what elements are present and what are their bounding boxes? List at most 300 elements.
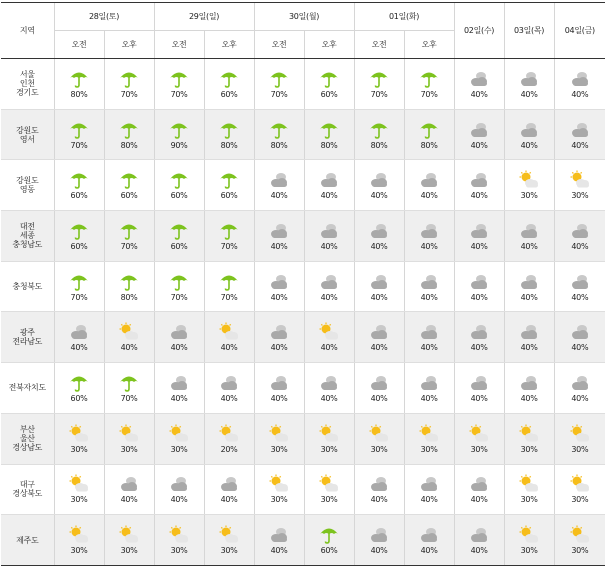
forecast-cell bbox=[254, 312, 304, 363]
precip-probability: 20% bbox=[220, 444, 238, 454]
precip-probability: 70% bbox=[270, 89, 288, 99]
forecast-cell bbox=[554, 312, 605, 363]
table-row bbox=[1, 160, 605, 211]
forecast-cell bbox=[104, 261, 154, 312]
forecast-cell bbox=[304, 109, 354, 160]
forecast-cell bbox=[254, 160, 304, 211]
forecast-cell bbox=[54, 59, 104, 110]
table-row bbox=[1, 363, 605, 414]
forecast-cell bbox=[104, 109, 154, 160]
forecast-cell bbox=[304, 59, 354, 110]
umbrella-icon bbox=[118, 69, 140, 89]
forecast-cell bbox=[54, 261, 104, 312]
precip-probability: 40% bbox=[270, 343, 288, 353]
forecast-cell bbox=[554, 109, 605, 160]
pm-header: 오후 bbox=[104, 31, 154, 59]
partly-cloudy-icon bbox=[569, 170, 591, 190]
day-header: 04일(금) bbox=[554, 3, 605, 59]
forecast-cell bbox=[504, 312, 554, 363]
precip-probability: 40% bbox=[520, 89, 538, 99]
am-header: 오전 bbox=[354, 31, 404, 59]
precip-probability: 60% bbox=[320, 546, 338, 556]
region-name: 서울 인천 경기도 bbox=[1, 59, 54, 110]
precip-probability: 40% bbox=[520, 241, 538, 251]
forecast-cell bbox=[504, 160, 554, 211]
forecast-cell bbox=[554, 363, 605, 414]
forecast-cell bbox=[554, 160, 605, 211]
forecast-cell bbox=[104, 211, 154, 262]
forecast-cell bbox=[354, 515, 404, 566]
precip-probability: 60% bbox=[70, 393, 88, 403]
partly-cloudy-icon bbox=[68, 474, 90, 494]
precip-probability: 40% bbox=[420, 292, 438, 302]
cloudy-icon bbox=[318, 170, 340, 190]
precip-probability: 60% bbox=[170, 241, 188, 251]
region-name: 제주도 bbox=[1, 515, 54, 566]
precip-probability: 40% bbox=[270, 546, 288, 556]
precip-probability: 40% bbox=[370, 292, 388, 302]
precip-probability: 40% bbox=[370, 191, 388, 201]
forecast-cell bbox=[404, 464, 454, 515]
precip-probability: 40% bbox=[571, 241, 589, 251]
forecast-cell bbox=[54, 413, 104, 464]
forecast-cell bbox=[254, 59, 304, 110]
partly-cloudy-icon bbox=[518, 474, 540, 494]
forecast-cell bbox=[104, 413, 154, 464]
partly-cloudy-icon bbox=[118, 322, 140, 342]
forecast-cell bbox=[154, 211, 204, 262]
table-row bbox=[1, 59, 605, 110]
precip-probability: 30% bbox=[571, 546, 589, 556]
day-header: 28일(토) bbox=[54, 3, 154, 31]
cloudy-icon bbox=[268, 221, 290, 241]
forecast-cell bbox=[304, 413, 354, 464]
partly-cloudy-icon bbox=[368, 424, 390, 444]
precip-probability: 60% bbox=[220, 89, 238, 99]
umbrella-icon bbox=[168, 221, 190, 241]
precip-probability: 40% bbox=[520, 140, 538, 150]
forecast-cell bbox=[354, 160, 404, 211]
partly-cloudy-icon bbox=[268, 474, 290, 494]
precip-probability: 40% bbox=[470, 89, 488, 99]
precip-probability: 30% bbox=[120, 444, 138, 454]
precip-probability: 80% bbox=[420, 140, 438, 150]
cloudy-icon bbox=[468, 474, 490, 494]
cloudy-icon bbox=[468, 69, 490, 89]
forecast-cell bbox=[404, 515, 454, 566]
forecast-cell bbox=[454, 261, 504, 312]
partly-cloudy-icon bbox=[118, 525, 140, 545]
region-column-header: 지역 bbox=[1, 3, 54, 59]
cloudy-icon bbox=[468, 120, 490, 140]
precip-probability: 40% bbox=[270, 191, 288, 201]
forecast-cell bbox=[54, 515, 104, 566]
forecast-cell bbox=[354, 363, 404, 414]
precip-probability: 40% bbox=[220, 393, 238, 403]
precip-probability: 40% bbox=[270, 241, 288, 251]
precip-probability: 60% bbox=[120, 191, 138, 201]
precip-probability: 40% bbox=[571, 89, 589, 99]
forecast-body bbox=[1, 59, 605, 566]
am-header: 오전 bbox=[254, 31, 304, 59]
precip-probability: 30% bbox=[571, 444, 589, 454]
cloudy-icon bbox=[368, 221, 390, 241]
forecast-cell bbox=[504, 363, 554, 414]
precip-probability: 70% bbox=[120, 89, 138, 99]
forecast-cell bbox=[504, 413, 554, 464]
umbrella-icon bbox=[118, 120, 140, 140]
forecast-cell bbox=[154, 109, 204, 160]
forecast-cell bbox=[504, 109, 554, 160]
precip-probability: 70% bbox=[370, 89, 388, 99]
cloudy-icon bbox=[468, 525, 490, 545]
table-row bbox=[1, 211, 605, 262]
forecast-cell bbox=[254, 413, 304, 464]
forecast-cell bbox=[454, 413, 504, 464]
forecast-cell bbox=[554, 515, 605, 566]
forecast-cell bbox=[104, 312, 154, 363]
precip-probability: 40% bbox=[470, 241, 488, 251]
forecast-cell bbox=[454, 363, 504, 414]
forecast-cell bbox=[104, 59, 154, 110]
precip-probability: 30% bbox=[571, 495, 589, 505]
forecast-cell bbox=[304, 160, 354, 211]
forecast-cell bbox=[104, 464, 154, 515]
forecast-cell bbox=[304, 312, 354, 363]
precip-probability: 40% bbox=[320, 393, 338, 403]
forecast-cell bbox=[554, 59, 605, 110]
cloudy-icon bbox=[318, 272, 340, 292]
region-name: 강원도 영서 bbox=[1, 109, 54, 160]
cloudy-icon bbox=[318, 221, 340, 241]
precip-probability: 40% bbox=[520, 343, 538, 353]
partly-cloudy-icon bbox=[418, 424, 440, 444]
pm-header: 오후 bbox=[304, 31, 354, 59]
precip-probability: 60% bbox=[70, 241, 88, 251]
forecast-cell bbox=[154, 59, 204, 110]
cloudy-icon bbox=[368, 373, 390, 393]
cloudy-icon bbox=[168, 474, 190, 494]
precip-probability: 40% bbox=[70, 343, 88, 353]
forecast-cell bbox=[154, 160, 204, 211]
cloudy-icon bbox=[368, 474, 390, 494]
precip-probability: 80% bbox=[70, 89, 88, 99]
forecast-cell bbox=[304, 515, 354, 566]
precip-probability: 40% bbox=[571, 393, 589, 403]
precip-probability: 40% bbox=[470, 495, 488, 505]
umbrella-icon bbox=[268, 69, 290, 89]
cloudy-icon bbox=[518, 373, 540, 393]
forecast-cell bbox=[304, 261, 354, 312]
precip-probability: 80% bbox=[120, 140, 138, 150]
forecast-cell bbox=[254, 515, 304, 566]
forecast-cell bbox=[354, 464, 404, 515]
precip-probability: 40% bbox=[571, 292, 589, 302]
precip-probability: 40% bbox=[470, 393, 488, 403]
forecast-cell bbox=[354, 59, 404, 110]
forecast-cell bbox=[404, 363, 454, 414]
precip-probability: 40% bbox=[571, 140, 589, 150]
region-name: 전북자치도 bbox=[1, 363, 54, 414]
forecast-cell bbox=[454, 312, 504, 363]
forecast-cell bbox=[304, 363, 354, 414]
forecast-cell bbox=[454, 109, 504, 160]
precip-probability: 40% bbox=[571, 343, 589, 353]
forecast-cell bbox=[454, 515, 504, 566]
precip-probability: 40% bbox=[370, 241, 388, 251]
cloudy-icon bbox=[218, 373, 240, 393]
precip-probability: 70% bbox=[420, 89, 438, 99]
umbrella-icon bbox=[118, 221, 140, 241]
precip-probability: 30% bbox=[520, 191, 538, 201]
cloudy-icon bbox=[569, 322, 591, 342]
precip-probability: 80% bbox=[320, 140, 338, 150]
precip-probability: 30% bbox=[70, 444, 88, 454]
forecast-cell bbox=[454, 59, 504, 110]
forecast-cell bbox=[554, 211, 605, 262]
weekly-forecast-table bbox=[1, 2, 605, 566]
precip-probability: 90% bbox=[170, 140, 188, 150]
precip-probability: 40% bbox=[170, 495, 188, 505]
umbrella-icon bbox=[168, 120, 190, 140]
precip-probability: 70% bbox=[70, 140, 88, 150]
precip-probability: 70% bbox=[120, 393, 138, 403]
forecast-cell bbox=[254, 109, 304, 160]
pm-header: 오후 bbox=[404, 31, 454, 59]
precip-probability: 30% bbox=[70, 546, 88, 556]
precip-probability: 40% bbox=[370, 495, 388, 505]
precip-probability: 40% bbox=[470, 140, 488, 150]
partly-cloudy-icon bbox=[569, 525, 591, 545]
umbrella-icon bbox=[418, 69, 440, 89]
cloudy-icon bbox=[468, 322, 490, 342]
precip-probability: 30% bbox=[320, 495, 338, 505]
partly-cloudy-icon bbox=[118, 424, 140, 444]
region-name: 광주 전라남도 bbox=[1, 312, 54, 363]
forecast-cell bbox=[454, 160, 504, 211]
partly-cloudy-icon bbox=[68, 525, 90, 545]
precip-probability: 40% bbox=[320, 191, 338, 201]
forecast-cell bbox=[404, 160, 454, 211]
cloudy-icon bbox=[268, 373, 290, 393]
precip-probability: 80% bbox=[220, 140, 238, 150]
region-name: 대구 경상북도 bbox=[1, 464, 54, 515]
umbrella-icon bbox=[318, 120, 340, 140]
partly-cloudy-icon bbox=[218, 322, 240, 342]
precip-probability: 40% bbox=[420, 393, 438, 403]
forecast-cell bbox=[454, 211, 504, 262]
cloudy-icon bbox=[168, 322, 190, 342]
partly-cloudy-icon bbox=[569, 474, 591, 494]
region-name: 충청북도 bbox=[1, 261, 54, 312]
cloudy-icon bbox=[268, 272, 290, 292]
cloudy-icon bbox=[518, 322, 540, 342]
forecast-cell bbox=[554, 413, 605, 464]
precip-probability: 30% bbox=[520, 444, 538, 454]
forecast-cell bbox=[404, 59, 454, 110]
cloudy-icon bbox=[518, 69, 540, 89]
umbrella-icon bbox=[168, 69, 190, 89]
forecast-cell bbox=[154, 312, 204, 363]
precip-probability: 30% bbox=[520, 546, 538, 556]
precip-probability: 40% bbox=[420, 546, 438, 556]
precip-probability: 40% bbox=[220, 343, 238, 353]
forecast-cell bbox=[354, 211, 404, 262]
forecast-cell bbox=[54, 109, 104, 160]
forecast-cell bbox=[154, 515, 204, 566]
umbrella-icon bbox=[268, 120, 290, 140]
forecast-cell bbox=[204, 464, 254, 515]
precip-probability: 70% bbox=[170, 292, 188, 302]
forecast-cell bbox=[154, 413, 204, 464]
umbrella-icon bbox=[218, 221, 240, 241]
cloudy-icon bbox=[468, 170, 490, 190]
table-row bbox=[1, 413, 605, 464]
forecast-cell bbox=[204, 312, 254, 363]
forecast-cell bbox=[154, 261, 204, 312]
forecast-cell bbox=[204, 413, 254, 464]
partly-cloudy-icon bbox=[468, 424, 490, 444]
forecast-cell bbox=[554, 464, 605, 515]
precip-probability: 40% bbox=[420, 343, 438, 353]
forecast-cell bbox=[54, 211, 104, 262]
precip-probability: 30% bbox=[70, 495, 88, 505]
precip-probability: 30% bbox=[420, 444, 438, 454]
cloudy-icon bbox=[468, 373, 490, 393]
precip-probability: 40% bbox=[270, 292, 288, 302]
partly-cloudy-icon bbox=[68, 424, 90, 444]
cloudy-icon bbox=[168, 373, 190, 393]
cloudy-icon bbox=[368, 322, 390, 342]
forecast-cell bbox=[454, 464, 504, 515]
cloudy-icon bbox=[468, 272, 490, 292]
precip-probability: 30% bbox=[270, 444, 288, 454]
precip-probability: 30% bbox=[170, 546, 188, 556]
forecast-cell bbox=[54, 464, 104, 515]
forecast-cell bbox=[104, 515, 154, 566]
umbrella-icon bbox=[68, 69, 90, 89]
precip-probability: 40% bbox=[270, 393, 288, 403]
umbrella-icon bbox=[218, 272, 240, 292]
partly-cloudy-icon bbox=[168, 525, 190, 545]
umbrella-icon bbox=[68, 120, 90, 140]
cloudy-icon bbox=[418, 322, 440, 342]
precip-probability: 40% bbox=[470, 292, 488, 302]
cloudy-icon bbox=[418, 474, 440, 494]
day-header: 30일(월) bbox=[254, 3, 354, 31]
partly-cloudy-icon bbox=[318, 322, 340, 342]
day-header: 03일(목) bbox=[504, 3, 554, 59]
precip-probability: 30% bbox=[220, 546, 238, 556]
forecast-cell bbox=[504, 211, 554, 262]
precip-probability: 40% bbox=[320, 343, 338, 353]
cloudy-icon bbox=[268, 170, 290, 190]
partly-cloudy-icon bbox=[218, 525, 240, 545]
forecast-cell bbox=[254, 464, 304, 515]
precip-probability: 80% bbox=[270, 140, 288, 150]
forecast-cell bbox=[154, 464, 204, 515]
forecast-cell bbox=[354, 109, 404, 160]
forecast-cell bbox=[204, 363, 254, 414]
precip-probability: 30% bbox=[320, 444, 338, 454]
partly-cloudy-icon bbox=[218, 424, 240, 444]
cloudy-icon bbox=[418, 170, 440, 190]
forecast-cell bbox=[204, 515, 254, 566]
cloudy-icon bbox=[569, 373, 591, 393]
umbrella-icon bbox=[168, 170, 190, 190]
precip-probability: 60% bbox=[170, 191, 188, 201]
umbrella-icon bbox=[368, 69, 390, 89]
forecast-cell bbox=[204, 211, 254, 262]
precip-probability: 70% bbox=[220, 292, 238, 302]
precip-probability: 40% bbox=[320, 292, 338, 302]
region-name: 부산 울산 경상남도 bbox=[1, 413, 54, 464]
partly-cloudy-icon bbox=[268, 424, 290, 444]
cloudy-icon bbox=[468, 221, 490, 241]
umbrella-icon bbox=[368, 120, 390, 140]
forecast-cell bbox=[204, 109, 254, 160]
table-row bbox=[1, 261, 605, 312]
table-row bbox=[1, 464, 605, 515]
forecast-cell bbox=[54, 312, 104, 363]
umbrella-icon bbox=[68, 170, 90, 190]
cloudy-icon bbox=[569, 221, 591, 241]
table-row bbox=[1, 312, 605, 363]
day-header: 01일(화) bbox=[354, 3, 454, 31]
pm-header: 오후 bbox=[204, 31, 254, 59]
forecast-cell bbox=[154, 363, 204, 414]
precip-probability: 30% bbox=[370, 444, 388, 454]
forecast-cell bbox=[354, 312, 404, 363]
precip-probability: 30% bbox=[120, 546, 138, 556]
forecast-cell bbox=[504, 261, 554, 312]
cloudy-icon bbox=[518, 120, 540, 140]
precip-probability: 40% bbox=[520, 292, 538, 302]
precip-probability: 40% bbox=[370, 546, 388, 556]
day-header-row bbox=[1, 3, 605, 31]
precip-probability: 60% bbox=[320, 89, 338, 99]
precip-probability: 40% bbox=[470, 343, 488, 353]
precip-probability: 60% bbox=[220, 191, 238, 201]
partly-cloudy-icon bbox=[318, 474, 340, 494]
forecast-cell bbox=[504, 59, 554, 110]
umbrella-icon bbox=[118, 170, 140, 190]
forecast-cell bbox=[254, 211, 304, 262]
umbrella-icon bbox=[218, 170, 240, 190]
partly-cloudy-icon bbox=[168, 424, 190, 444]
forecast-cell bbox=[104, 160, 154, 211]
cloudy-icon bbox=[318, 373, 340, 393]
cloudy-icon bbox=[569, 272, 591, 292]
precip-probability: 80% bbox=[370, 140, 388, 150]
forecast-cell bbox=[204, 261, 254, 312]
cloudy-icon bbox=[569, 69, 591, 89]
table-row bbox=[1, 515, 605, 566]
precip-probability: 40% bbox=[170, 393, 188, 403]
precip-probability: 40% bbox=[520, 393, 538, 403]
partly-cloudy-icon bbox=[518, 525, 540, 545]
precip-probability: 40% bbox=[370, 343, 388, 353]
cloudy-icon bbox=[518, 221, 540, 241]
forecast-cell bbox=[404, 413, 454, 464]
forecast-cell bbox=[404, 109, 454, 160]
table-row bbox=[1, 109, 605, 160]
precip-probability: 40% bbox=[370, 393, 388, 403]
cloudy-icon bbox=[418, 272, 440, 292]
cloudy-icon bbox=[268, 322, 290, 342]
partly-cloudy-icon bbox=[518, 424, 540, 444]
precip-probability: 30% bbox=[520, 495, 538, 505]
